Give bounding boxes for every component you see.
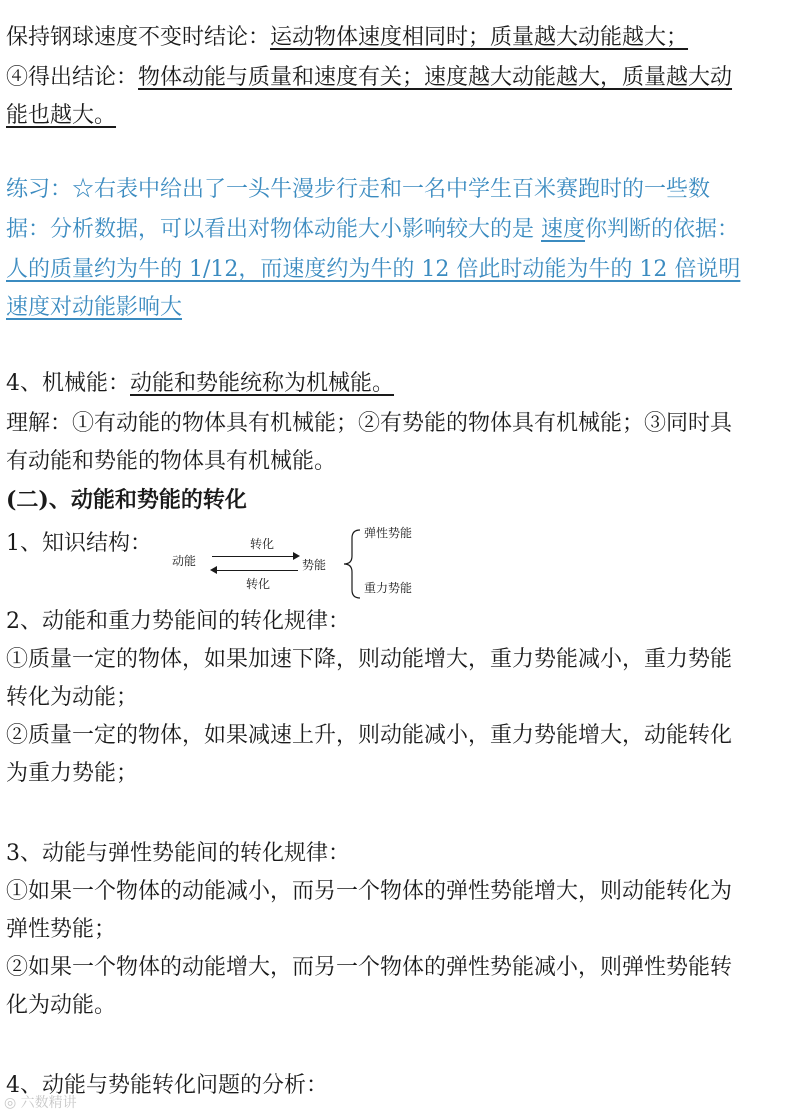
rule3-title-text: 3、动能与弹性势能间的转化规律：: [6, 841, 350, 866]
rule-text: ①质量一定的物体，如果加速下降，则动能增大，重力势能减小，重力势能: [6, 647, 733, 672]
conclusion-answer: 能也越大。: [6, 103, 117, 128]
watermark-text: 六数精讲: [20, 1095, 77, 1111]
conclusion-line-3: [6, 98, 116, 134]
mechanical-text: 理解：①有动能的物体具有机械能；②有势能的物体具有机械能；③同时具: [6, 411, 733, 436]
mechanical-line-1: [6, 366, 394, 402]
rule2-b-line-1: [6, 718, 732, 754]
diagram-top-arrow-label: 转化: [250, 537, 275, 551]
practice-line-2: [6, 212, 739, 248]
rule3-a-line-2: [6, 912, 116, 948]
rule-text: ①如果一个物体的动能减小，而另一个物体的弹性势能增大，则动能转化为: [6, 879, 733, 904]
rule-text: ②如果一个物体的动能增大，而另一个物体的弹性势能减小，则弹性势能转: [6, 955, 733, 980]
rule2-a-line-1: [6, 642, 732, 678]
conclusion-prefix: ④得出结论：: [6, 65, 139, 90]
mechanical-prefix: 4、机械能：: [6, 371, 130, 396]
diagram-left-arrow: [212, 570, 298, 571]
rule-text: 化为动能。: [6, 993, 117, 1018]
practice-text: 你判断的依据：: [585, 217, 740, 242]
mechanical-answer: 动能和势能统称为机械能。: [130, 371, 395, 396]
practice-answer: 人的质量约为牛的 1/12，而速度约为牛的 12 倍此时动能为牛的 12 倍说明: [6, 257, 741, 282]
rule2-a-line-2: [6, 680, 138, 716]
diagram-kinetic-label: 动能: [172, 554, 197, 568]
conclusion-answer: 物体动能与质量和速度有关；速度越大动能越大，质量越大动: [138, 65, 733, 90]
practice-text: 练习：☆右表中给出了一头牛漫步行走和一名中学生百米赛跑时的一些数: [6, 177, 711, 202]
diagram-potential-label: 势能: [302, 558, 327, 572]
rule2-title-text: 2、动能和重力势能间的转化规律：: [6, 609, 350, 634]
section-heading-text: (二)、动能和势能的转化: [6, 487, 247, 513]
diagram-bottom-arrow-label: 转化: [246, 577, 271, 591]
rule-text: 转化为动能；: [6, 685, 139, 710]
mechanical-line-3: [6, 444, 336, 480]
rule3-b-line-2: [6, 988, 116, 1024]
diagram-elastic-label: 弹性势能: [364, 526, 413, 540]
rule3-a-line-1: [6, 874, 732, 910]
conclusion-line-1: [6, 20, 688, 56]
brace-icon: [340, 528, 364, 600]
practice-answer: 速度对动能影响大: [6, 295, 183, 320]
structure-label-text: 1、知识结构：: [6, 531, 152, 556]
watermark-icon: ◎: [4, 1095, 17, 1111]
conclusion-line-2: [6, 60, 732, 96]
rule3-title: [6, 836, 350, 872]
practice-text: 据：分析数据，可以看出对物体动能大小影响较大的是: [6, 217, 541, 242]
rule-text: 弹性势能；: [6, 917, 117, 942]
rule3-b-line-1: [6, 950, 732, 986]
diagram-right-arrow: [212, 556, 298, 557]
diagram-gravity-label: 重力势能: [364, 581, 413, 595]
structure-label: [6, 526, 152, 562]
practice-line-1: [6, 172, 710, 208]
rule4-title-text: 4、动能与势能转化问题的分析：: [6, 1073, 328, 1098]
conclusion-answer: 运动物体速度相同时；质量越大动能越大；: [270, 25, 689, 50]
rule-text: 为重力势能；: [6, 761, 139, 786]
rule2-b-line-2: [6, 756, 138, 792]
section-heading: [6, 482, 247, 518]
watermark: [4, 1092, 77, 1112]
rule-text: ②质量一定的物体，如果减速上升，则动能减小，重力势能增大，动能转化: [6, 723, 733, 748]
mechanical-line-2: [6, 406, 732, 442]
practice-answer: 速度: [541, 217, 586, 242]
conclusion-prefix: 保持钢球速度不变时结论：: [6, 25, 271, 50]
practice-line-4: [6, 290, 182, 326]
mechanical-text: 有动能和势能的物体具有机械能。: [6, 449, 337, 474]
rule2-title: [6, 604, 350, 640]
practice-line-3: [6, 252, 740, 288]
